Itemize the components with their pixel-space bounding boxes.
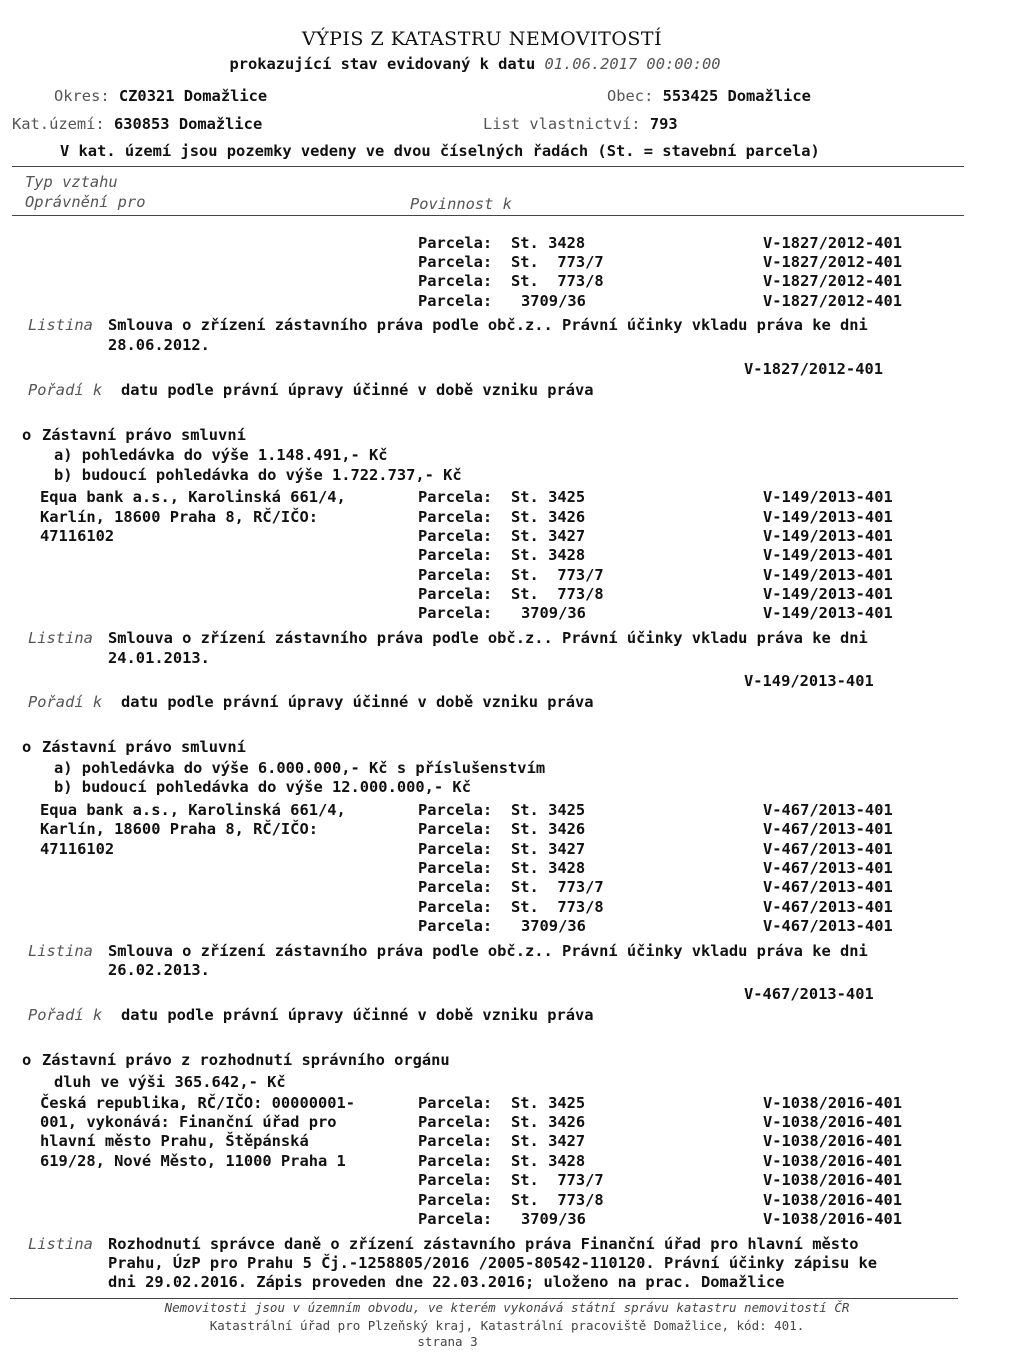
parcel-label: Parcela:: [418, 1171, 493, 1189]
parcel-label: Parcela:: [418, 566, 493, 584]
list-label: List vlastnictví:: [483, 115, 641, 133]
listina-ref: V-1827/2012-401: [744, 360, 883, 378]
entry-detail-a: a) pohledávka do výše 6.000.000,- Kč s příslušenstvím: [54, 759, 546, 777]
obec-value: 553425 Domažlice: [662, 87, 811, 105]
parcel-ref: V-1038/2016-401: [763, 1152, 902, 1170]
parcel-ref: V-1038/2016-401: [763, 1132, 902, 1150]
parcel-number: St. 773/8: [511, 585, 604, 603]
party-line: Karlín, 18600 Praha 8, RČ/IČO:: [40, 508, 318, 526]
party-line: Česká republika, RČ/IČO: 00000001-: [40, 1094, 356, 1112]
parcel-ref: V-149/2013-401: [763, 488, 893, 506]
parcel-number: St. 773/7: [511, 253, 604, 271]
parcel-label: Parcela:: [418, 898, 493, 916]
listina-text-line: Prahu, ÚzP pro Prahu 5 Čj.-1258805/2016 /2005-80542-110120. Právní účinky zápisu ke: [108, 1254, 878, 1272]
parcel-label: Parcela:: [418, 292, 493, 310]
parcel-ref: V-1038/2016-401: [763, 1210, 902, 1228]
parcel-label: Parcela:: [418, 1132, 493, 1150]
parcel-number: St. 3428: [511, 546, 586, 564]
parcel-number: St. 773/7: [511, 878, 604, 896]
parcel-ref: V-1827/2012-401: [763, 292, 902, 310]
parcel-ref: V-467/2013-401: [763, 917, 893, 935]
party-line: Equa bank a.s., Karolinská 661/4,: [40, 488, 346, 506]
listina-label: Listina: [28, 942, 93, 960]
page-subtitle: [0, 55, 950, 74]
party-line: 47116102: [40, 527, 115, 545]
parcel-number: 3709/36: [521, 292, 586, 310]
page-title: VÝPIS Z KATASTRU NEMOVITOSTÍ: [301, 28, 663, 50]
cadastre-note: V kat. území jsou pozemky vedeny ve dvou číselných řadách (St. = stavební parcela): [60, 142, 820, 160]
parcel-label: Parcela:: [418, 1210, 493, 1228]
parcel-number: St. 3428: [511, 1152, 586, 1170]
col-povinnost-k: Povinnost k: [410, 195, 512, 213]
parcel-ref: V-467/2013-401: [763, 840, 893, 858]
header-divider: [12, 166, 964, 167]
okres-label: Okres:: [54, 87, 110, 105]
parcel-number: St. 3427: [511, 1132, 586, 1150]
parcel-label: Parcela:: [418, 1191, 493, 1209]
obec-label: Obec:: [607, 87, 654, 105]
listina-text-line: dni 29.02.2016. Zápis proveden dne 22.03.2016; uloženo na prac. Domažlice: [108, 1273, 785, 1291]
entry-heading: Zástavní právo smluvní: [42, 426, 246, 444]
parcel-label: Parcela:: [418, 878, 493, 896]
bullet-icon: o: [22, 1051, 32, 1069]
listina-label: Listina: [28, 316, 93, 334]
parcel-label: Parcela:: [418, 1094, 493, 1112]
poradi-text: datu podle právní úpravy účinné v době vzniku práva: [121, 693, 594, 711]
parcel-label: Parcela:: [418, 1113, 493, 1131]
parcel-ref: V-149/2013-401: [763, 604, 893, 622]
parcel-label: Parcela:: [418, 801, 493, 819]
listina-text-line: Smlouva o zřízení zástavního práva podle obč.z.. Právní účinky vkladu práva ke dni: [108, 316, 868, 334]
listina-label: Listina: [28, 629, 93, 647]
parcel-label: Parcela:: [418, 917, 493, 935]
parcel-number: St. 773/8: [511, 898, 604, 916]
entry-heading: Zástavní právo smluvní: [42, 738, 246, 756]
parcel-label: Parcela:: [418, 272, 493, 290]
parcel-number: St. 3425: [511, 488, 586, 506]
okres-value: CZ0321 Domažlice: [118, 87, 268, 105]
entry-detail-b: b) budoucí pohledávka do výše 12.000.000,- Kč: [54, 778, 471, 796]
poradi-text: datu podle právní úpravy účinné v době vzniku práva: [121, 381, 594, 399]
bullet-icon: o: [22, 426, 32, 444]
parcel-ref: V-1038/2016-401: [763, 1094, 902, 1112]
parcel-label: Parcela:: [418, 488, 493, 506]
parcel-number: St. 3426: [511, 508, 586, 526]
parcel-ref: V-467/2013-401: [763, 801, 893, 819]
parcel-label: Parcela:: [418, 546, 493, 564]
parcel-number: 3709/36: [521, 917, 586, 935]
obec-field: [607, 87, 811, 106]
party-line: Karlín, 18600 Praha 8, RČ/IČO:: [40, 820, 318, 838]
bullet-icon: o: [22, 738, 32, 756]
listina-text-line: 28.06.2012.: [108, 336, 210, 354]
parcel-label: Parcela:: [418, 234, 493, 252]
parcel-number: St. 3425: [511, 1094, 586, 1112]
parcel-number: St. 3427: [511, 527, 586, 545]
subtitle-label: prokazující stav evidovaný k datu: [229, 55, 536, 73]
parcel-ref: V-467/2013-401: [763, 820, 893, 838]
okres-field: [54, 87, 267, 106]
party-line: 001, vykonává: Finanční úřad pro: [40, 1113, 337, 1131]
parcel-ref: V-1827/2012-401: [763, 253, 902, 271]
parcel-number: St. 773/7: [511, 566, 604, 584]
parcel-ref: V-149/2013-401: [763, 527, 893, 545]
parcel-ref: V-467/2013-401: [763, 859, 893, 877]
parcel-ref: V-1038/2016-401: [763, 1171, 902, 1189]
parcel-ref: V-149/2013-401: [763, 585, 893, 603]
parcel-label: Parcela:: [418, 1152, 493, 1170]
party-line: Equa bank a.s., Karolinská 661/4,: [40, 801, 346, 819]
parcel-ref: V-1038/2016-401: [763, 1113, 902, 1131]
parcel-label: Parcela:: [418, 585, 493, 603]
parcel-number: St. 3425: [511, 801, 586, 819]
poradi-label: Pořadí k: [28, 1006, 103, 1024]
poradi-text: datu podle právní úpravy účinné v době vzniku práva: [121, 1006, 594, 1024]
katuzemi-label: Kat.území:: [12, 115, 105, 133]
columns-divider: [12, 215, 964, 216]
parcel-number: St. 3428: [511, 859, 586, 877]
poradi-label: Pořadí k: [28, 381, 103, 399]
entry-detail-b: b) budoucí pohledávka do výše 1.722.737,- Kč: [54, 466, 462, 484]
party-line: 47116102: [40, 840, 115, 858]
parcel-ref: V-467/2013-401: [763, 898, 893, 916]
col-opravneni-pro: Oprávnění pro: [25, 193, 146, 211]
parcel-label: Parcela:: [418, 527, 493, 545]
parcel-number: St. 773/8: [511, 272, 604, 290]
poradi-label: Pořadí k: [28, 693, 103, 711]
footer-line-1: Nemovitosti jsou v územním obvodu, ve kterém vykonává státní správu katastru nemovitostí ČR: [164, 1300, 850, 1315]
page-number: strana 3: [417, 1334, 478, 1349]
parcel-ref: V-467/2013-401: [763, 878, 893, 896]
parcel-ref: V-149/2013-401: [763, 566, 893, 584]
parcel-label: Parcela:: [418, 604, 493, 622]
parcel-label: Parcela:: [418, 840, 493, 858]
parcel-ref: V-1038/2016-401: [763, 1191, 902, 1209]
parcel-label: Parcela:: [418, 859, 493, 877]
listina-text-line: Smlouva o zřízení zástavního práva podle obč.z.. Právní účinky vkladu práva ke dni: [108, 629, 868, 647]
listina-text-line: 26.02.2013.: [108, 961, 210, 979]
listina-text-line: 24.01.2013.: [108, 649, 210, 667]
parcel-number: St. 3426: [511, 1113, 586, 1131]
party-line: hlavní město Prahu, Štěpánská: [40, 1132, 309, 1150]
listina-label: Listina: [28, 1235, 93, 1253]
parcel-number: St. 773/7: [511, 1171, 604, 1189]
parcel-number: 3709/36: [521, 1210, 586, 1228]
listina-text-line: Smlouva o zřízení zástavního práva podle obč.z.. Právní účinky vkladu práva ke dni: [108, 942, 868, 960]
listina-text-line: Rozhodnutí správce daně o zřízení zástavního práva Finanční úřad pro hlavní město: [108, 1235, 859, 1253]
entry-detail-a: dluh ve výši 365.642,- Kč: [54, 1073, 286, 1091]
party-line: 619/28, Nové Město, 11000 Praha 1: [40, 1152, 346, 1170]
listina-ref: V-467/2013-401: [744, 985, 874, 1003]
entry-heading: Zástavní právo z rozhodnutí správního orgánu: [42, 1051, 450, 1069]
col-typ-vztahu: Typ vztahu: [25, 173, 118, 191]
entry-detail-a: a) pohledávka do výše 1.148.491,- Kč: [54, 446, 388, 464]
parcel-label: Parcela:: [418, 508, 493, 526]
list-vlastnictvi-field: [483, 115, 678, 134]
parcel-ref: V-1827/2012-401: [763, 272, 902, 290]
footer-line-2: Katastrální úřad pro Plzeňský kraj, Katastrální pracoviště Domažlice, kód: 401.: [209, 1318, 805, 1333]
parcel-label: Parcela:: [418, 820, 493, 838]
parcel-ref: V-149/2013-401: [763, 508, 893, 526]
parcel-number: 3709/36: [521, 604, 586, 622]
listina-ref: V-149/2013-401: [744, 672, 874, 690]
parcel-ref: V-1827/2012-401: [763, 234, 902, 252]
subtitle-date: 01.06.2017 00:00:00: [544, 55, 721, 73]
parcel-number: St. 3428: [511, 234, 586, 252]
katuzemi-field: [12, 115, 262, 134]
parcel-ref: V-149/2013-401: [763, 546, 893, 564]
parcel-label: Parcela:: [418, 253, 493, 271]
parcel-number: St. 773/8: [511, 1191, 604, 1209]
parcel-number: St. 3427: [511, 840, 586, 858]
list-value: 793: [649, 115, 678, 133]
parcel-number: St. 3426: [511, 820, 586, 838]
katuzemi-value: 630853 Domažlice: [113, 115, 263, 133]
